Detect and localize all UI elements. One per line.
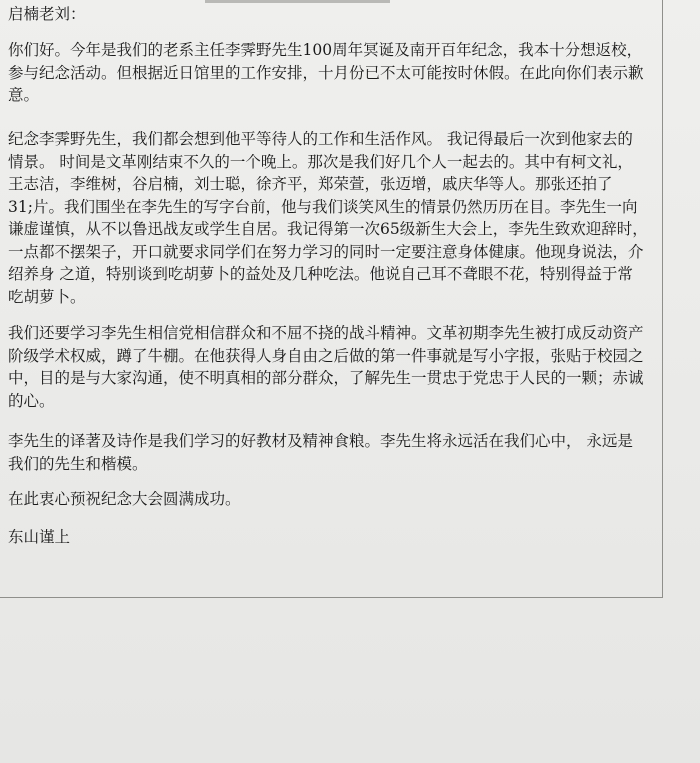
letter-salutation: 启楠老刘： bbox=[8, 5, 86, 23]
paragraph-greeting: 你们好。今年是我们的老系主任李霁野先生100周年冥诞及南开百年纪念，我本十分想返校， 参与纪念活动。但根据近日馆里的工作安排，十月份已不太可能按时休假。在此向你们表示歉 意。 bbox=[8, 41, 644, 104]
paragraph-legacy: 李先生的译著及诗作是我们学习的好教材及精神食粮。李先生将永远活在我们心中， 永远是 我们的先生和楷模。 bbox=[8, 432, 633, 473]
paragraph-wishes: 在此衷心预祝纪念大会圆满成功。 bbox=[8, 490, 241, 508]
letter-closing: 东山谨上 bbox=[8, 528, 71, 546]
paragraph-spirit: 我们还要学习李先生相信党相信群众和不屈不挠的战斗精神。文革初期李先生被打成反动资产 阶级学术权威，蹲了牛棚。在他获得人身自由之后做的第一件事就是写小字报，张贴于校园之 中，目的是与大家沟通，使不明真相的部分群众，了解先生一贯忠于党忠于人民的一颗；赤诚 的心。 bbox=[8, 324, 644, 410]
paragraph-memories: 纪念李霁野先生，我们都会想到他平等待人的工作和生活作风。 我记得最后一次到他家去的 情景。 时间是文革刚结束不久的一个晚上。那次是我们好几个人一起去的。其中有柯文礼， 王志洁，李维树，谷启楠，刘士聪，徐齐平，郑荣萱，张迈增，戚庆华等人。那张还拍了 31;片。我们围坐在李先生的写字台前，他与我们谈笑风生的情景仍然历历在目。李先生一向 谦虚谨慎，从不以鲁迅战友或学生自居。我记得第一次65级新生大会上，李先生致欢迎辞时， 一点都不摆架子，开口就要求同学们在努力学习的同时一定要注意身体健康。他现身说法，介 绍养身 之道，特别谈到吃胡萝卜的益处及几种吃法。他说自己耳不聋眼不花，特别得益于常 吃胡萝卜。 bbox=[8, 130, 648, 306]
